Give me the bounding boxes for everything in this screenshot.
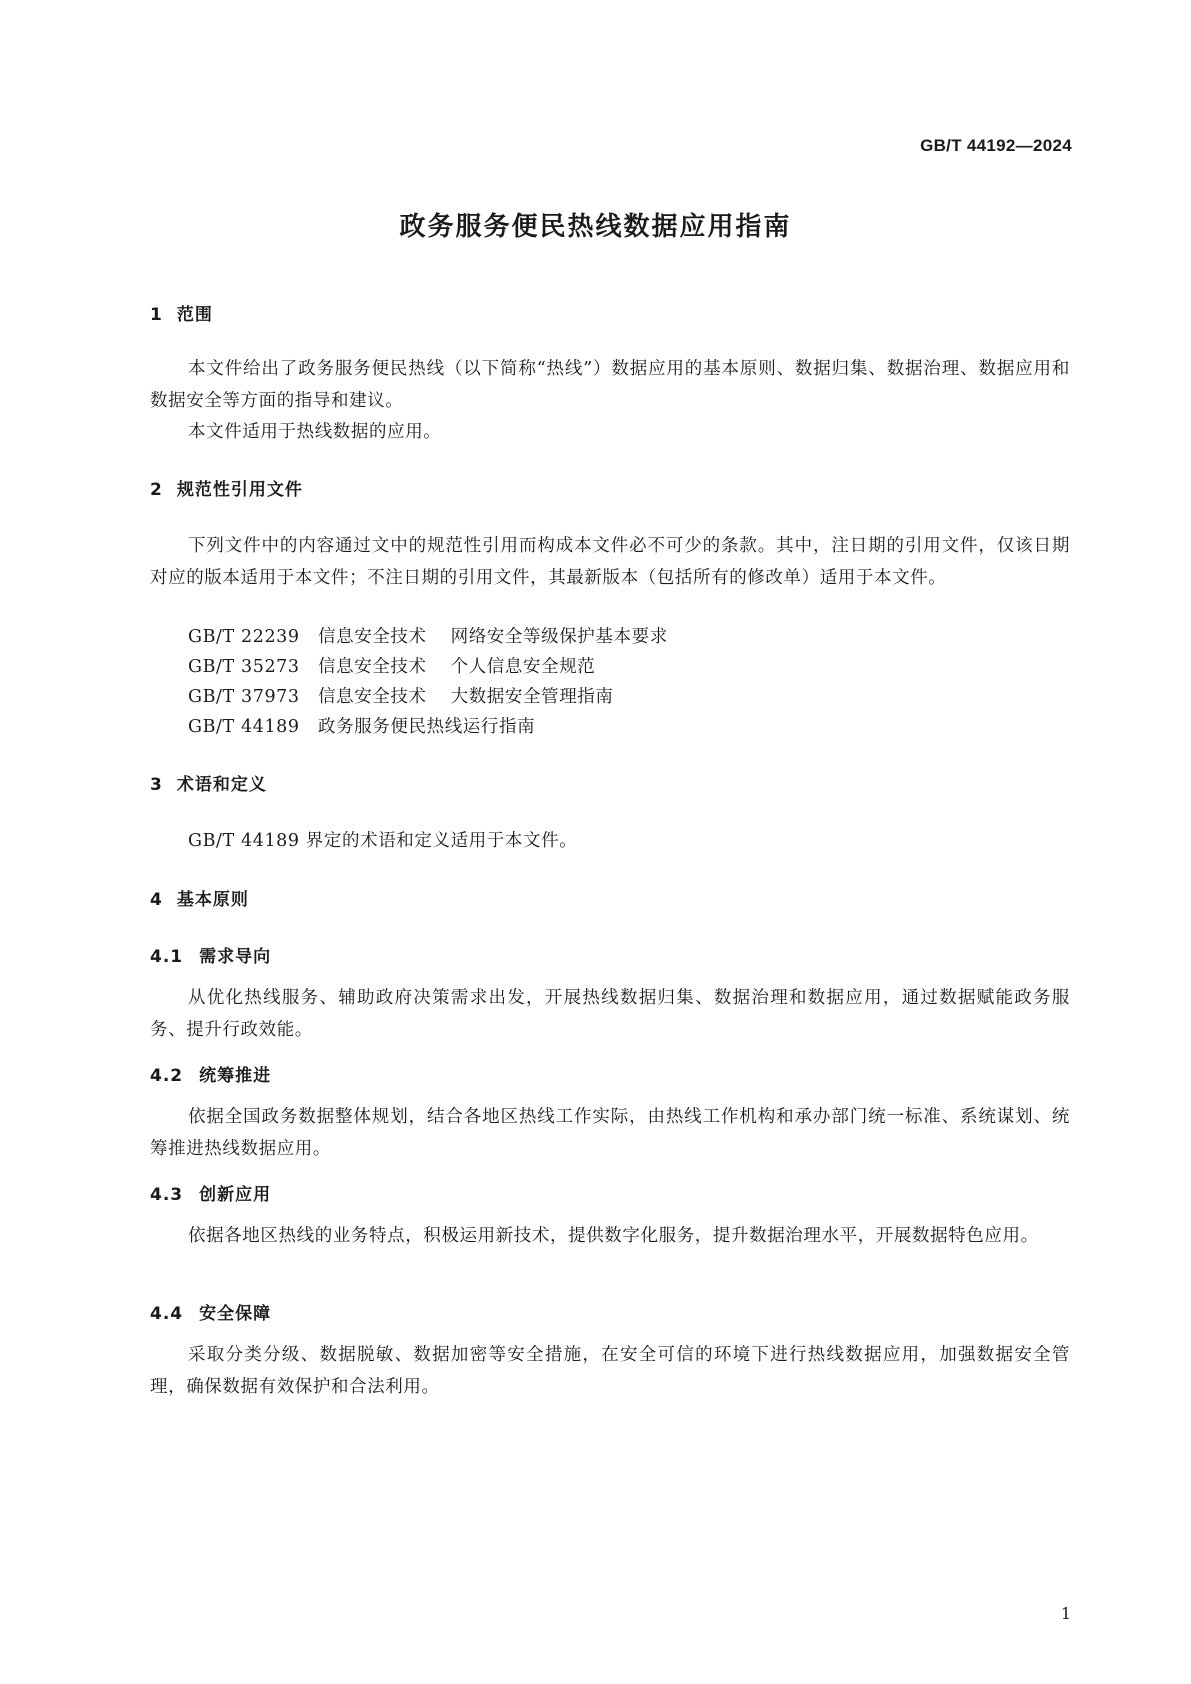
reference-title-part2: 大数据安全管理指南 bbox=[450, 687, 614, 707]
reference-title-part1: 信息安全技术 bbox=[318, 627, 427, 647]
reference-title-part2: 网络安全等级保护基本要求 bbox=[450, 627, 668, 647]
section-2-heading bbox=[150, 475, 303, 500]
subsection-title: 安全保障 bbox=[199, 1304, 272, 1324]
section-2-intro: 下列文件中的内容通过文中的规范性引用而构成本文件必不可少的条款。其中，注日期的引用文件，仅该日期对应的版本适用于本文件；不注日期的引用文件，其最新版本（包括所有的修改单）适用于本文件。 bbox=[150, 536, 1070, 588]
reference-item bbox=[188, 683, 614, 708]
reference-code: GB/T 35273 bbox=[188, 657, 300, 677]
document-title: 政务服务便民热线数据应用指南 bbox=[399, 212, 792, 242]
reference-title-part1: 信息安全技术 bbox=[318, 687, 427, 707]
reference-code: GB/T 22239 bbox=[188, 627, 300, 647]
standard-number: GB/T 44192—2024 bbox=[920, 136, 1072, 155]
section-3-paragraph: GB/T 44189 界定的术语和定义适用于本文件。 bbox=[188, 831, 578, 851]
subsection-number: 4.4 bbox=[150, 1304, 184, 1324]
subsection-4-1-heading bbox=[150, 942, 271, 967]
reference-title-part2: 个人信息安全规范 bbox=[450, 657, 596, 677]
section-1-paragraph-2: 本文件适用于热线数据的应用。 bbox=[188, 422, 442, 442]
subsection-title: 统筹推进 bbox=[199, 1066, 272, 1086]
reference-code: GB/T 44189 bbox=[188, 717, 300, 737]
section-number: 3 bbox=[150, 775, 163, 795]
subsection-number: 4.2 bbox=[150, 1066, 184, 1086]
reference-title-part1: 政务服务便民热线运行指南 bbox=[318, 717, 536, 737]
subsection-number: 4.1 bbox=[150, 947, 184, 967]
page-number: 1 bbox=[1060, 1604, 1071, 1623]
subsection-4-3-heading bbox=[150, 1180, 271, 1205]
subsection-4-4-paragraph: 采取分类分级、数据脱敏、数据加密等安全措施，在安全可信的环境下进行热线数据应用，加强数据安全管理，确保数据有效保护和合法利用。 bbox=[150, 1345, 1070, 1397]
section-title: 术语和定义 bbox=[176, 775, 267, 795]
reference-item bbox=[188, 653, 595, 678]
subsection-title: 创新应用 bbox=[199, 1185, 272, 1205]
subsection-4-2-paragraph: 依据全国政务数据整体规划，结合各地区热线工作实际，由热线工作机构和承办部门统一标准、系统谋划、统筹推进热线数据应用。 bbox=[150, 1107, 1070, 1159]
section-number: 1 bbox=[150, 305, 163, 325]
subsection-title: 需求导向 bbox=[199, 947, 272, 967]
reference-code: GB/T 37973 bbox=[188, 687, 300, 707]
reference-item bbox=[188, 623, 668, 648]
section-4-heading bbox=[150, 885, 249, 910]
subsection-4-2-heading bbox=[150, 1061, 271, 1086]
section-title: 规范性引用文件 bbox=[176, 480, 303, 500]
subsection-4-3-paragraph: 依据各地区热线的业务特点，积极运用新技术，提供数字化服务，提升数据治理水平，开展数据特色应用。 bbox=[188, 1226, 1039, 1246]
subsection-number: 4.3 bbox=[150, 1185, 184, 1205]
reference-title-part1: 信息安全技术 bbox=[318, 657, 427, 677]
reference-item bbox=[188, 713, 535, 738]
section-number: 2 bbox=[150, 480, 163, 500]
section-3-heading bbox=[150, 770, 267, 795]
section-title: 范围 bbox=[176, 305, 213, 325]
subsection-4-1-paragraph: 从优化热线服务、辅助政府决策需求出发，开展热线数据归集、数据治理和数据应用，通过数据赋能政务服务、提升行政效能。 bbox=[150, 988, 1070, 1040]
section-number: 4 bbox=[150, 890, 163, 910]
subsection-4-4-heading bbox=[150, 1299, 271, 1324]
section-1-paragraph-1: 本文件给出了政务服务便民热线（以下简称“热线”）数据应用的基本原则、数据归集、数据治理、数据应用和数据安全等方面的指导和建议。 bbox=[150, 359, 1070, 411]
section-title: 基本原则 bbox=[176, 890, 249, 910]
section-1-heading bbox=[150, 300, 213, 325]
